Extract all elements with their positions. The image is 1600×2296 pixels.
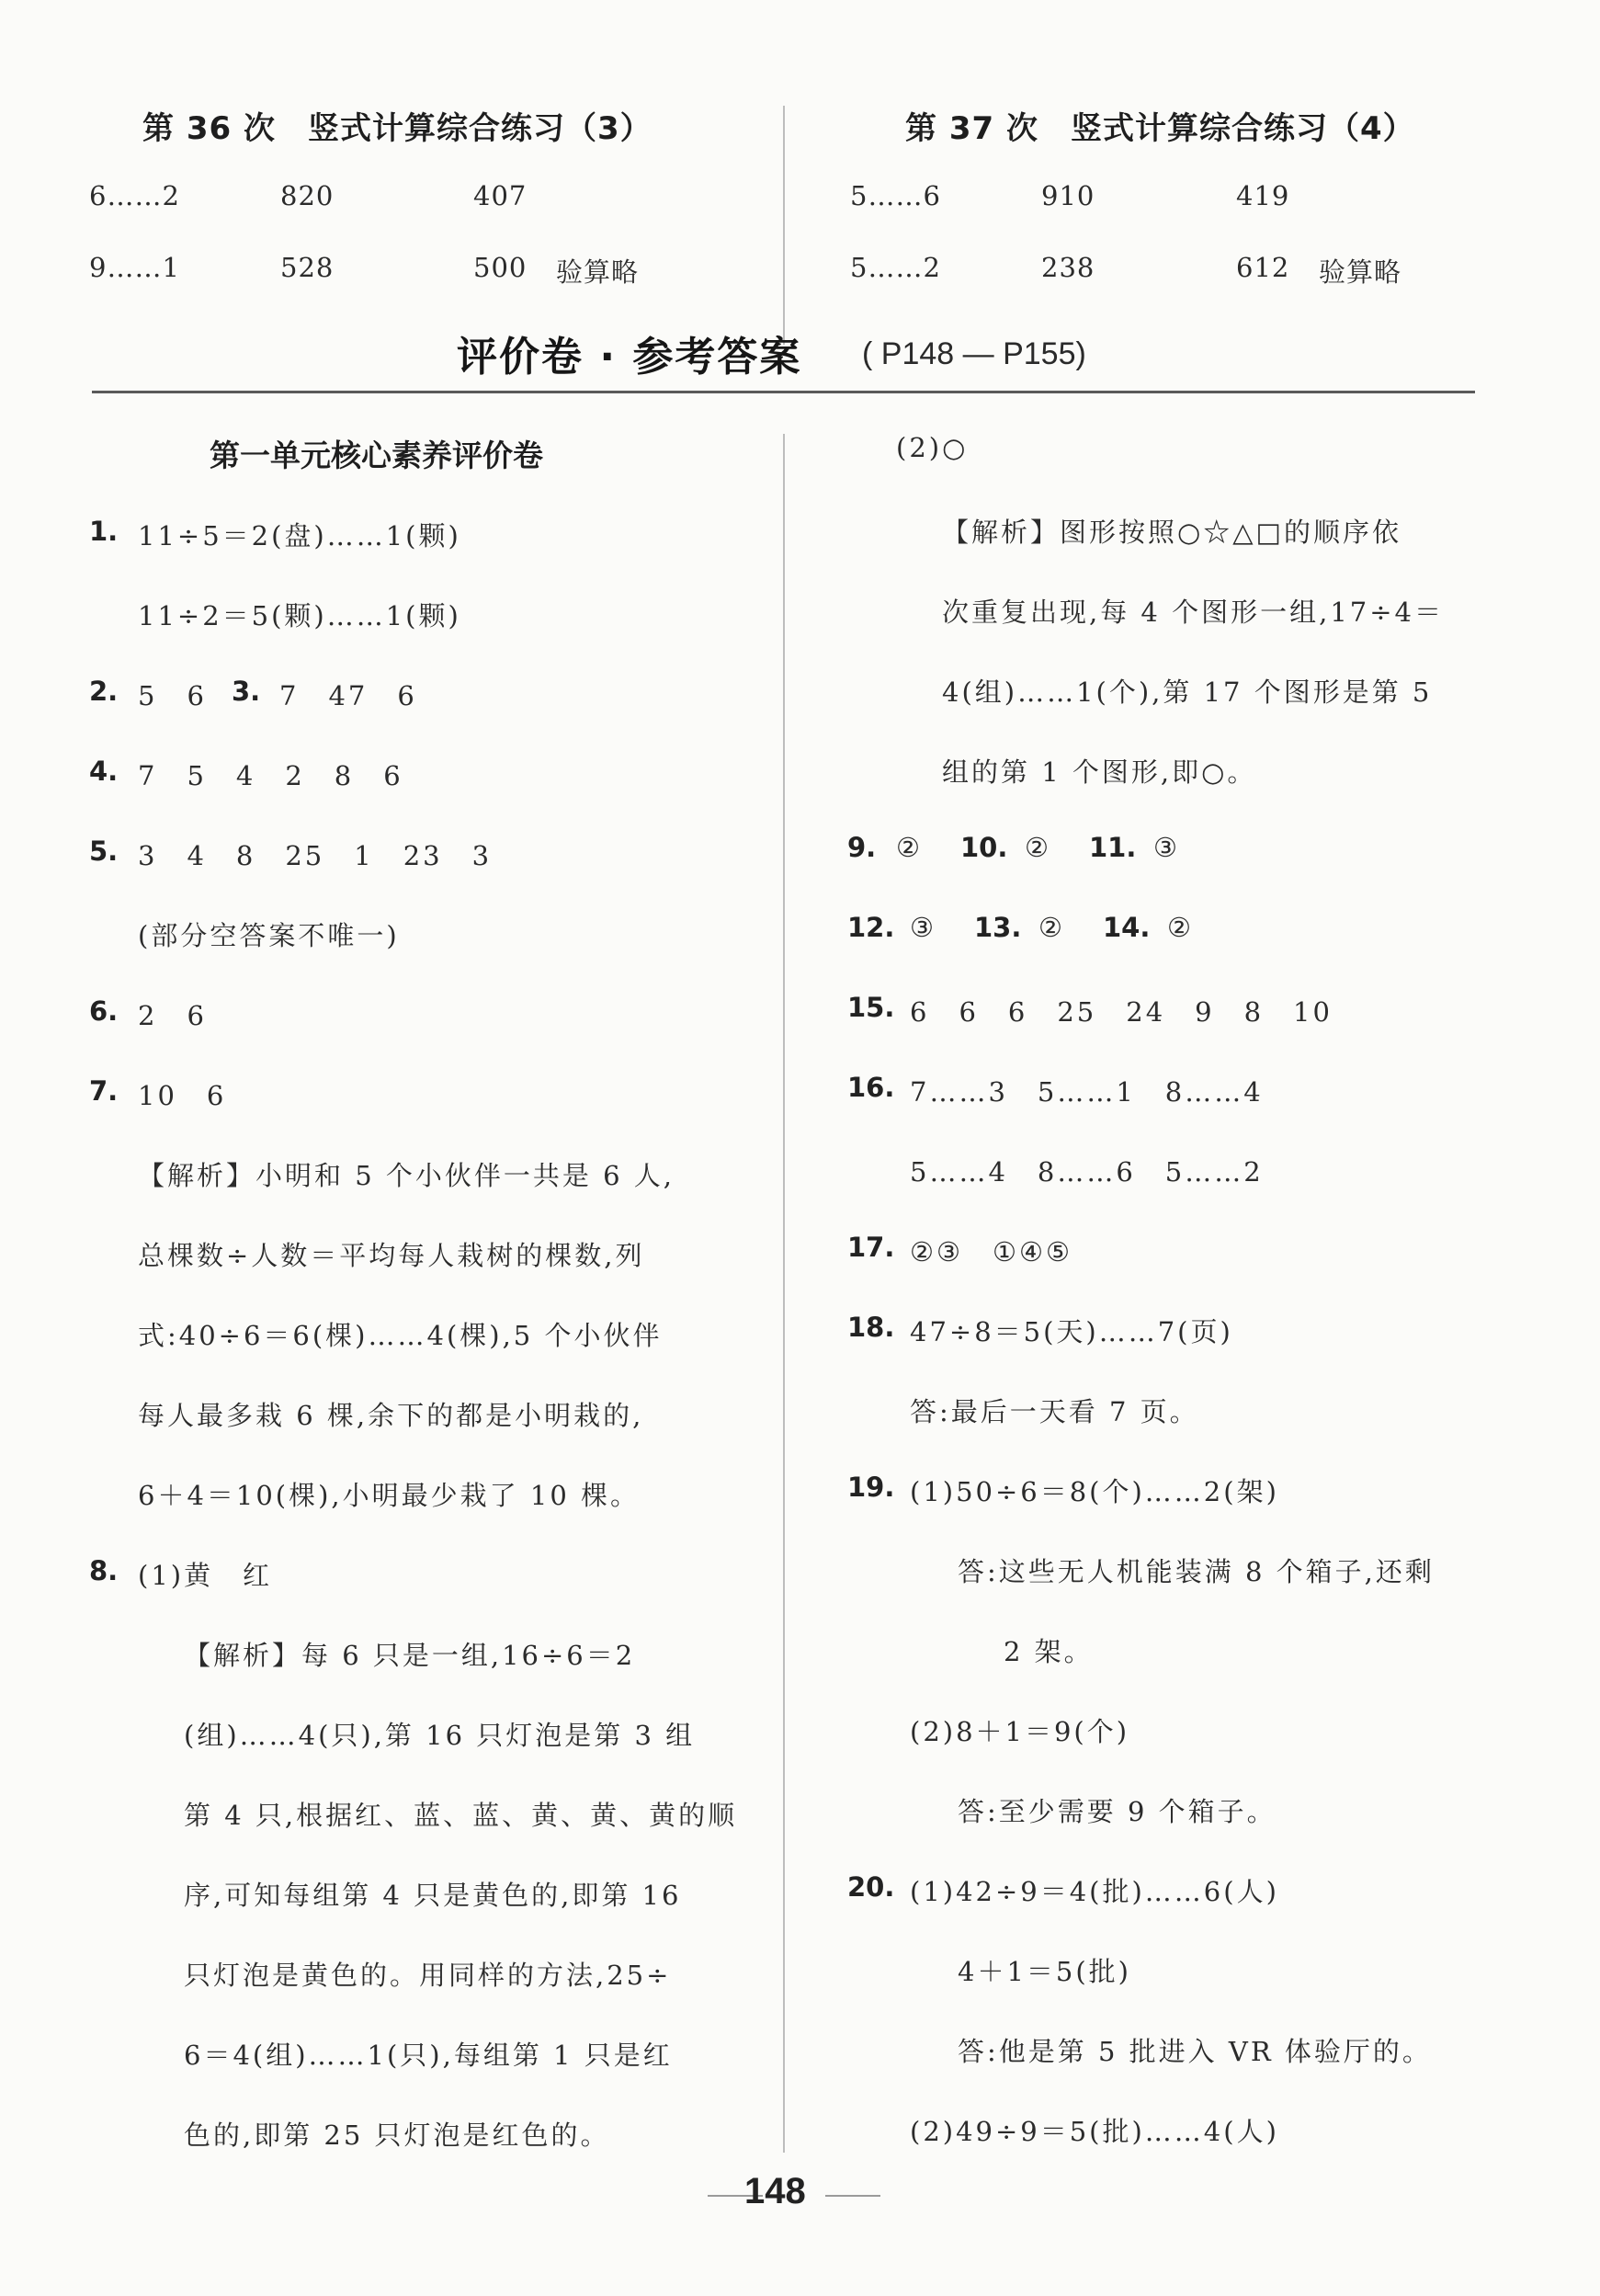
top-left-check-note: 验算略 (556, 256, 640, 288)
question-number: 17. (847, 1232, 895, 1263)
question-number: 10. (960, 832, 1008, 863)
question-number: 14. (1103, 912, 1151, 943)
question-number: 12. (847, 912, 895, 943)
answer-line: 5……4 8……6 5……2 (910, 1156, 1264, 1188)
answer-line: 答:这些无人机能装满 8 个箱子,还剩 (958, 1556, 1435, 1587)
top-right-r2c3: 612 (1236, 252, 1290, 283)
question-number: 3. (232, 676, 261, 707)
answer-line: 答:最后一天看 7 页。 (910, 1396, 1199, 1427)
top-left-header: 第 36 次 竖式计算综合练习（3） (142, 110, 652, 147)
answer-line: ② (1025, 832, 1051, 863)
answer-line: 47÷8＝5(天)……7(页) (910, 1316, 1233, 1347)
top-left-r1c2: 820 (280, 180, 335, 211)
title-rule (92, 391, 1475, 393)
top-right-header: 第 37 次 竖式计算综合练习（4） (905, 110, 1415, 147)
analysis-line: 【解析】图形按照○☆△□的顺序依 (942, 517, 1402, 548)
answer-line: 7 47 6 (279, 680, 417, 711)
question-number: 15. (847, 992, 895, 1023)
page-number: 148 (744, 2171, 806, 2211)
top-left-r2c2: 528 (280, 252, 335, 283)
answer-line: 2 6 (138, 1000, 207, 1031)
answer-line: 7……3 5……1 8……4 (910, 1076, 1264, 1108)
question-number: 16. (847, 1072, 895, 1103)
answer-line: (1)黄 红 (138, 1560, 273, 1591)
answer-line: 10 6 (138, 1080, 227, 1111)
answer-line: (2)8＋1＝9(个) (910, 1716, 1130, 1747)
question-number: 18. (847, 1312, 895, 1343)
answer-line: 5 6 (138, 680, 207, 711)
question-number: 9. (847, 832, 877, 863)
page-title: 评价卷 · 参考答案 (457, 334, 802, 381)
answer-line: 11÷5＝2(盘)……1(颗) (138, 520, 461, 551)
main-column-divider (783, 434, 785, 2153)
answer-line: ③ (910, 912, 936, 943)
answer-line: 6 6 6 25 24 9 8 10 (910, 996, 1333, 1028)
top-left-r1c1: 6……2 (89, 180, 180, 211)
answer-line: 3 4 8 25 1 23 3 (138, 840, 493, 871)
answer-line: ③ (1153, 832, 1180, 863)
analysis-line: 序,可知每组第 4 只是黄色的,即第 16 (184, 1880, 682, 1911)
analysis-line: 色的,即第 25 只灯泡是红色的。 (184, 2120, 610, 2151)
question-number: 1. (89, 516, 119, 547)
question-number: 11. (1089, 832, 1137, 863)
question-number: 19. (847, 1472, 895, 1503)
analysis-line: 式:40÷6＝6(棵)……4(棵),5 个小伙伴 (138, 1320, 663, 1351)
top-right-r1c2: 910 (1041, 180, 1095, 211)
analysis-line: (组)……4(只),第 16 只灯泡是第 3 组 (184, 1720, 696, 1751)
analysis-line: 第 4 只,根据红、蓝、蓝、黄、黄、黄的顺 (184, 1800, 738, 1831)
analysis-line: 6＝4(组)……1(只),每组第 1 只是红 (184, 2040, 673, 2071)
question-number: 2. (89, 676, 119, 707)
answer-line: ② (1038, 912, 1065, 943)
analysis-line: 总棵数÷人数＝平均每人栽树的棵数,列 (138, 1240, 645, 1271)
analysis-line: 6＋4＝10(棵),小明最少栽了 10 棵。 (138, 1480, 640, 1511)
page-number-dash-right (825, 2195, 880, 2197)
answer-line: 4＋1＝5(批) (958, 1956, 1131, 1987)
top-right-r1c3: 419 (1236, 180, 1290, 211)
top-left-r2c1: 9……1 (89, 252, 180, 283)
answer-line: (2)○ (896, 432, 969, 463)
question-number: 8. (89, 1555, 119, 1586)
answer-line: 答:至少需要 9 个箱子。 (958, 1796, 1277, 1827)
top-left-r1c3: 407 (473, 180, 528, 211)
analysis-line: 次重复出现,每 4 个图形一组,17÷4＝ (942, 597, 1444, 628)
analysis-line: 每人最多栽 6 棵,余下的都是小明栽的, (138, 1400, 644, 1431)
question-number: 20. (847, 1871, 895, 1903)
answer-line: (1)42÷9＝4(批)……6(人) (910, 1876, 1279, 1907)
analysis-line: 4(组)……1(个),第 17 个图形是第 5 (942, 676, 1433, 708)
answer-line: 2 架。 (1004, 1636, 1094, 1667)
page-range: ( P148 — P155) (862, 336, 1086, 371)
top-right-check-note: 验算略 (1319, 256, 1402, 288)
question-number: 7. (89, 1075, 119, 1107)
answer-line: (2)49÷9＝5(批)……4(人) (910, 2116, 1279, 2147)
answer-line: ②③ ①④⑤ (910, 1236, 1072, 1267)
answer-line: 7 5 4 2 8 6 (138, 760, 403, 791)
section-title: 第一单元核心素养评价卷 (210, 438, 543, 473)
top-column-divider (783, 106, 785, 345)
top-right-r2c2: 238 (1041, 252, 1095, 283)
top-left-r2c3: 500 (473, 252, 528, 283)
answer-line: ② (1167, 912, 1194, 943)
question-number: 4. (89, 756, 119, 787)
analysis-line: 组的第 1 个图形,即○。 (942, 756, 1257, 788)
analysis-line: 【解析】每 6 只是一组,16÷6＝2 (184, 1640, 636, 1671)
answer-line: 11÷2＝5(颗)……1(颗) (138, 600, 461, 631)
analysis-line: 只灯泡是黄色的。用同样的方法,25÷ (184, 1960, 672, 1991)
answer-line: (部分空答案不唯一) (138, 920, 400, 951)
question-number: 6. (89, 995, 119, 1027)
answer-line: 答:他是第 5 批进入 VR 体验厅的。 (958, 2036, 1432, 2067)
top-right-r1c1: 5……6 (850, 180, 941, 211)
answer-line: ② (896, 832, 923, 863)
question-number: 13. (974, 912, 1022, 943)
answer-line: (1)50÷6＝8(个)……2(架) (910, 1476, 1279, 1507)
question-number: 5. (89, 835, 119, 867)
top-right-r2c1: 5……2 (850, 252, 941, 283)
analysis-line: 【解析】小明和 5 个小伙伴一共是 6 人, (138, 1160, 675, 1191)
